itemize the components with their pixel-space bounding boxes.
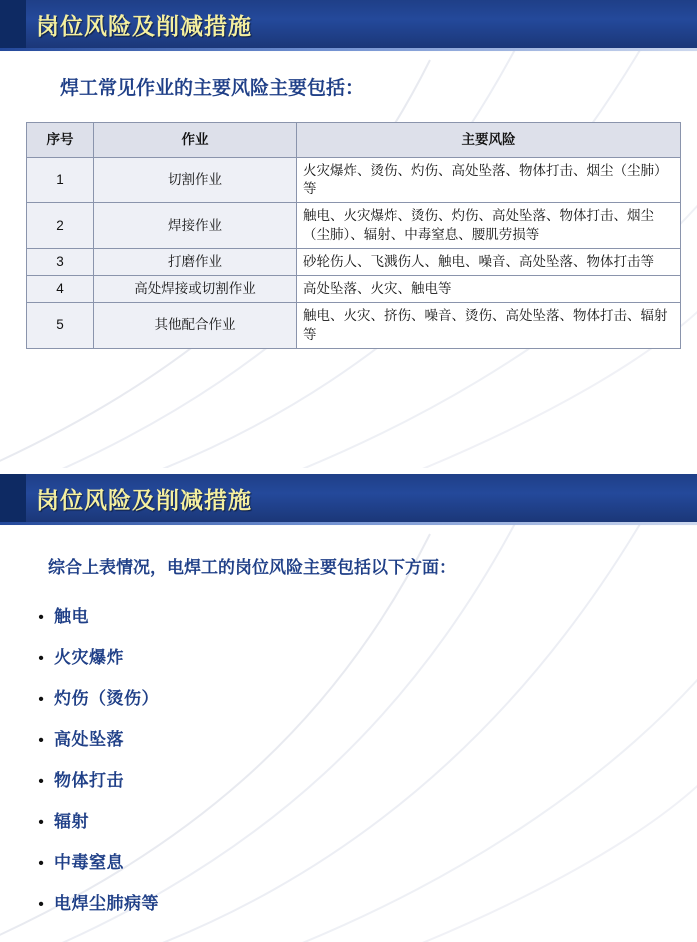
cell-task: 其他配合作业 bbox=[94, 303, 297, 348]
column-header-task: 作业 bbox=[94, 123, 297, 158]
cell-no: 5 bbox=[27, 303, 94, 348]
table-row bbox=[27, 203, 681, 248]
bullet-marker-icon: • bbox=[38, 650, 44, 667]
header-accent-block bbox=[0, 474, 26, 522]
page-title: 岗位风险及削减措施 bbox=[36, 12, 252, 39]
cell-risk: 砂轮伤人、飞溅伤人、触电、噪音、高处坠落、物体打击等 bbox=[297, 248, 681, 275]
cell-no: 1 bbox=[27, 158, 94, 203]
bullet-marker-icon: • bbox=[38, 732, 44, 749]
list-item bbox=[28, 643, 679, 668]
column-header-risk: 主要风险 bbox=[297, 123, 681, 158]
slide-header bbox=[0, 474, 697, 522]
list-item-label: 辐射 bbox=[54, 812, 89, 831]
slide-2-body bbox=[0, 525, 697, 940]
table-row bbox=[27, 276, 681, 303]
risk-table-head bbox=[27, 123, 681, 158]
slide-2 bbox=[0, 474, 697, 942]
bullet-marker-icon: • bbox=[38, 814, 44, 831]
list-item-label: 触电 bbox=[54, 607, 89, 626]
cell-task: 高处焊接或切割作业 bbox=[94, 276, 297, 303]
slide-header bbox=[0, 0, 697, 48]
cell-task: 焊接作业 bbox=[94, 203, 297, 248]
list-item bbox=[28, 807, 679, 832]
cell-risk: 火灾爆炸、烫伤、灼伤、高处坠落、物体打击、烟尘（尘肺）等 bbox=[297, 158, 681, 203]
list-item-label: 灼伤（烫伤） bbox=[54, 689, 159, 708]
list-item-label: 电焊尘肺病等 bbox=[54, 894, 159, 913]
cell-no: 4 bbox=[27, 276, 94, 303]
list-item bbox=[28, 602, 679, 627]
cell-risk: 触电、火灾、挤伤、噪音、烫伤、高处坠落、物体打击、辐射等 bbox=[297, 303, 681, 348]
table-row bbox=[27, 303, 681, 348]
risk-bullet-list bbox=[18, 602, 679, 914]
cell-no: 2 bbox=[27, 203, 94, 248]
list-item bbox=[28, 766, 679, 791]
list-item-label: 物体打击 bbox=[54, 771, 124, 790]
risk-table bbox=[26, 122, 681, 349]
bullet-marker-icon: • bbox=[38, 773, 44, 790]
slide-1 bbox=[0, 0, 697, 468]
bullet-marker-icon: • bbox=[38, 609, 44, 626]
cell-risk: 触电、火灾爆炸、烫伤、灼伤、高处坠落、物体打击、烟尘（尘肺）、辐射、中毒窒息、腰肌劳损等 bbox=[297, 203, 681, 248]
list-item-label: 高处坠落 bbox=[54, 730, 124, 749]
column-header-no: 序号 bbox=[27, 123, 94, 158]
slide-2-subtitle: 综合上表情况，电焊工的岗位风险主要包括以下方面： bbox=[48, 558, 456, 577]
bullet-marker-icon: • bbox=[38, 896, 44, 913]
cell-risk: 高处坠落、火灾、触电等 bbox=[297, 276, 681, 303]
page-title: 岗位风险及削减措施 bbox=[36, 486, 252, 513]
slide-1-body bbox=[0, 51, 697, 359]
header-accent-block bbox=[0, 0, 26, 48]
list-item-label: 火灾爆炸 bbox=[54, 648, 124, 667]
table-row bbox=[27, 158, 681, 203]
bullet-marker-icon: • bbox=[38, 855, 44, 872]
list-item bbox=[28, 848, 679, 873]
cell-task: 切割作业 bbox=[94, 158, 297, 203]
risk-table-body bbox=[27, 158, 681, 349]
list-item bbox=[28, 889, 679, 914]
bullet-marker-icon: • bbox=[38, 691, 44, 708]
slide-1-subtitle: 焊工常见作业的主要风险主要包括： bbox=[60, 78, 365, 99]
cell-no: 3 bbox=[27, 248, 94, 275]
table-row bbox=[27, 248, 681, 275]
list-item-label: 中毒窒息 bbox=[54, 853, 124, 872]
table-header-row bbox=[27, 123, 681, 158]
cell-task: 打磨作业 bbox=[94, 248, 297, 275]
list-item bbox=[28, 725, 679, 750]
list-item bbox=[28, 684, 679, 709]
